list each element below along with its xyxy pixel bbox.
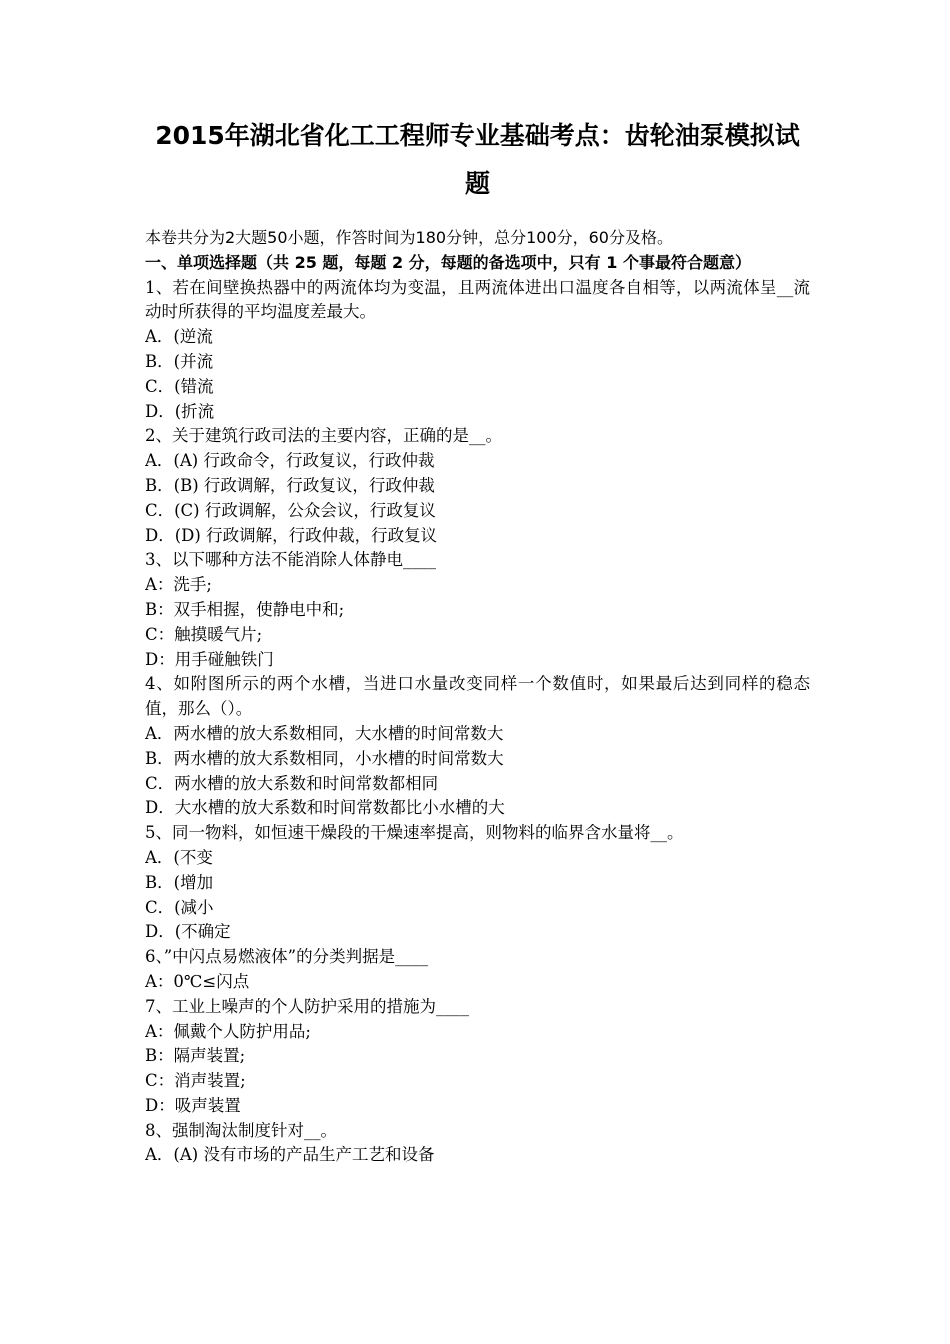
question-2: [145, 424, 810, 548]
document-page: [145, 0, 810, 1168]
option-d: D．(不确定: [145, 922, 231, 942]
option-a: A：佩戴个人防护用品;: [145, 1021, 311, 1041]
option-b: B．(并流: [145, 351, 214, 371]
option-a: A．(逆流: [145, 327, 213, 347]
option-a: A．(A) 没有市场的产品生产工艺和设备: [145, 1145, 435, 1165]
question-stem: 6、”中闪点易燃液体”的分类判据是____: [145, 947, 429, 967]
section-heading-single-choice: 一、单项选择题（共 25 题，每题 2 分，每题的备选项中，只有 1 个事最符合题意）: [145, 252, 751, 272]
question-5: [145, 821, 810, 945]
option-b: B．两水槽的放大系数相同，小水槽的时间常数大: [145, 748, 504, 768]
question-stem: 8、强制淘汰制度针对__。: [145, 1120, 337, 1140]
option-b: B．(B) 行政调解，行政复议，行政仲裁: [145, 475, 435, 495]
question-1: [145, 276, 810, 425]
question-stem: 4、如附图所示的两个水槽，当进口水量改变同样一个数值时，如果最后达到同样的稳态值，那么（）。: [145, 674, 810, 719]
option-d: D．大水槽的放大系数和时间常数都比小水槽的大: [145, 798, 505, 818]
option-a: A．(A) 行政命令，行政复议，行政仲裁: [145, 451, 435, 471]
option-c: C．两水槽的放大系数和时间常数都相同: [145, 773, 439, 793]
option-d: D：用手碰触铁门: [145, 649, 274, 669]
option-a: A．两水槽的放大系数相同，大水槽的时间常数大: [145, 723, 504, 743]
option-c: C：消声装置;: [145, 1071, 246, 1091]
question-7: [145, 995, 810, 1119]
option-b: B：双手相握，使静电中和;: [145, 599, 345, 619]
option-d: D．(D) 行政调解，行政仲裁，行政复议: [145, 525, 438, 545]
question-stem: 5、同一物料，如恒速干燥段的干燥速率提高，则物料的临界含水量将__。: [145, 823, 684, 843]
option-a: A：洗手;: [145, 575, 212, 595]
question-8: [145, 1119, 810, 1169]
option-c: C：触摸暖气片;: [145, 624, 263, 644]
option-d: D．(折流: [145, 401, 215, 421]
title-line-1: 2015年湖北省化工工程师专业基础考点：齿轮油泵模拟试: [155, 121, 800, 150]
question-3: [145, 548, 810, 672]
question-4: [145, 672, 810, 821]
title-line-2: 题: [464, 169, 490, 198]
question-stem: 2、关于建筑行政司法的主要内容，正确的是__。: [145, 426, 502, 446]
option-b: B．(增加: [145, 872, 214, 892]
option-d: D：吸声装置: [145, 1095, 241, 1115]
exam-intro: 本卷共分为2大题50小题，作答时间为180分钟，总分100分，60分及格。: [145, 228, 673, 247]
document-body: [145, 226, 810, 1168]
option-a: A：0℃≤闪点: [145, 971, 250, 991]
question-stem: 1、若在间壁换热器中的两流体均为变温，且两流体进出口温度各自相等，以两流体呈__流动时所获得的平均温度差最大。: [145, 277, 810, 322]
option-c: C．(减小: [145, 897, 214, 917]
option-c: C．(错流: [145, 376, 214, 396]
option-a: A．(不变: [145, 847, 213, 867]
option-b: B：隔声装置;: [145, 1046, 246, 1066]
document-title: [145, 0, 810, 208]
question-stem: 3、以下哪种方法不能消除人体静电____: [145, 550, 436, 570]
option-c: C．(C) 行政调解，公众会议，行政复议: [145, 500, 436, 520]
question-stem: 7、工业上噪声的个人防护采用的措施为____: [145, 996, 469, 1016]
question-6: [145, 945, 810, 995]
